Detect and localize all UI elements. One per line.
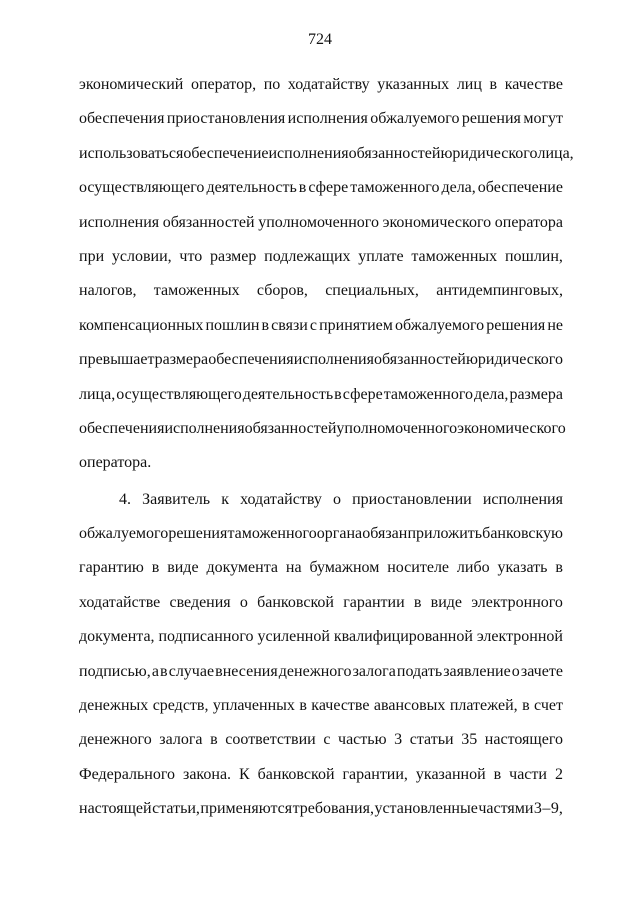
paragraph [79, 68, 574, 481]
word: исполнения [482, 490, 563, 508]
word: пошлин [205, 316, 260, 334]
word: использоваться [79, 144, 184, 162]
word: денежного [278, 662, 352, 680]
text-line [79, 412, 566, 446]
word: либо [456, 559, 490, 577]
word: в [522, 697, 530, 715]
word: применяются [200, 800, 293, 818]
word: в [261, 316, 270, 334]
word: на [285, 559, 302, 577]
word: обязанностей [244, 419, 337, 437]
word: превышает [79, 351, 155, 369]
word: квалифицированной [333, 628, 473, 646]
word: с [309, 316, 318, 334]
word: электронной [476, 628, 563, 646]
word: о [332, 490, 341, 508]
word: подать [396, 662, 443, 680]
word: закона. [183, 765, 232, 783]
text-line [79, 620, 563, 654]
word: банковской [257, 593, 334, 611]
word: виде [430, 593, 462, 611]
word: банковской [257, 765, 335, 783]
text-line [79, 102, 563, 136]
word: приостановления [166, 110, 286, 128]
word: – [542, 800, 551, 818]
word: части [509, 765, 547, 783]
word: решения [486, 316, 546, 334]
word: по [263, 76, 281, 93]
word: носителе [387, 559, 450, 577]
word: К [239, 765, 250, 783]
text-line [79, 689, 563, 723]
word: настоящей [79, 800, 152, 818]
word: ходатайству [287, 76, 370, 93]
text-line [79, 137, 574, 171]
word: электронного [471, 593, 563, 611]
word: 9, [550, 800, 563, 818]
word: указать [497, 559, 548, 577]
word: приложить [407, 525, 483, 543]
word: обжалуемого [394, 316, 485, 334]
word: 35 [461, 731, 478, 749]
word: уплаченных [212, 697, 295, 715]
word: гарантии [343, 593, 405, 611]
word: зачете [520, 662, 563, 680]
word: могут [523, 110, 563, 128]
word: 4. [119, 490, 131, 508]
word: обязанностей [374, 351, 466, 369]
text-line [79, 483, 563, 517]
word: обеспечения [79, 110, 165, 128]
word: таможенного [350, 179, 440, 197]
word: счет [534, 697, 563, 715]
word: в [334, 385, 342, 403]
word: документа [206, 559, 278, 577]
word: уполномоченного [258, 213, 379, 231]
word: таможенного [227, 525, 317, 543]
word: денежного [79, 731, 152, 749]
word: усиленной [257, 628, 330, 646]
word: статьи, [152, 800, 200, 818]
word: в [555, 559, 563, 577]
word: внесения [215, 662, 278, 680]
word: таможенных [153, 282, 240, 300]
text-line [79, 655, 563, 689]
word: обеспечения [208, 351, 294, 369]
word: осуществляющего [116, 385, 242, 403]
word: средств, [152, 697, 209, 715]
word: решения [461, 110, 521, 128]
word: частями [478, 800, 534, 818]
word: указанных [377, 76, 450, 93]
word: гарантии, [342, 765, 408, 783]
word: приостановлении [352, 490, 472, 508]
text-line [79, 171, 563, 205]
word: частью [338, 731, 387, 749]
word: платежей, [449, 697, 518, 715]
word: в [493, 765, 502, 783]
word: подписанного [158, 628, 254, 646]
word: антидемпинговых, [436, 282, 563, 300]
word: о [511, 662, 520, 680]
word: юридического [465, 351, 563, 369]
word: лица, [537, 144, 574, 162]
word: оператора. [79, 454, 152, 472]
text-line [79, 586, 563, 620]
word: в [413, 593, 422, 611]
word: а [151, 662, 159, 680]
word: залога [352, 662, 396, 680]
word: сфере [342, 385, 383, 403]
text-line [79, 517, 563, 551]
word: обязан [362, 525, 408, 543]
word: лиц [456, 76, 482, 93]
word: подписью, [79, 662, 151, 680]
word: сфере [308, 179, 349, 197]
word: авансовых [373, 697, 446, 715]
paragraph [79, 483, 563, 827]
text-line [79, 446, 563, 480]
text-line [79, 723, 563, 757]
word: в [160, 662, 168, 680]
word: в [299, 697, 307, 715]
word: оператор, [190, 76, 257, 93]
word: сборов, [256, 282, 308, 300]
word: Заявитель [142, 490, 211, 508]
text-line [79, 309, 563, 343]
word: с [323, 731, 331, 749]
word: виде [167, 559, 199, 577]
word: пошлин, [504, 247, 563, 265]
word: в [210, 731, 218, 749]
word: статьи [409, 731, 454, 749]
word: подлежащих [264, 247, 351, 265]
word: что [179, 247, 203, 265]
word: исполнения [79, 213, 160, 231]
word: органа [316, 525, 363, 543]
word: в [151, 559, 160, 577]
word: принятием [319, 316, 393, 334]
word: уполномоченного [336, 419, 458, 437]
word: обжалуемого [79, 525, 169, 543]
word: 3 [394, 731, 403, 749]
text-line [79, 206, 563, 240]
word: оператора [494, 213, 563, 231]
word: дела, [441, 179, 476, 197]
text-line [79, 551, 563, 585]
word: в [298, 179, 307, 197]
word: размера [509, 385, 563, 403]
word: 2 [554, 765, 563, 783]
text-line [79, 240, 563, 274]
text-line [79, 343, 563, 377]
word: сведения [169, 593, 231, 611]
word: обеспечения [79, 419, 165, 437]
word: исполнения [268, 144, 349, 162]
word: требования, [292, 800, 374, 818]
word: исполнения [293, 351, 374, 369]
word: условии, [111, 247, 172, 265]
word: не [547, 316, 563, 334]
word: связи [271, 316, 308, 334]
word: залога [159, 731, 203, 749]
word: денежных [79, 697, 149, 715]
word: экономического [382, 213, 492, 231]
word: документа, [79, 628, 155, 646]
word: исполнения [164, 419, 245, 437]
word: при [79, 247, 105, 265]
word: экономический [79, 76, 184, 93]
word: размер [209, 247, 257, 265]
word: соответствии [225, 731, 316, 749]
word: специальных, [325, 282, 419, 300]
word: размера [154, 351, 209, 369]
text-line [79, 758, 563, 792]
word: о [239, 593, 248, 611]
word: случае [168, 662, 215, 680]
word: обязанностей [162, 213, 255, 231]
page-number: 724 [308, 31, 332, 48]
word: гарантию [79, 559, 144, 577]
word: ходатайстве [79, 593, 161, 611]
word: обязанностей [348, 144, 441, 162]
word: обеспечение [183, 144, 269, 162]
word: налогов, [79, 282, 137, 300]
word: компенсационных [79, 316, 204, 334]
word: к [221, 490, 229, 508]
word: в [489, 76, 498, 93]
text-line [79, 274, 563, 308]
word: обеспечение [477, 179, 563, 197]
word: уплате [358, 247, 404, 265]
word: осуществляющего [79, 179, 205, 197]
word: деятельность [206, 179, 297, 197]
word: лица, [79, 385, 116, 403]
word: качестве [504, 76, 563, 93]
word: таможенных [411, 247, 498, 265]
word: исполнения [287, 110, 368, 128]
word: обжалуемого [370, 110, 460, 128]
word: банковскую [482, 525, 563, 543]
word: установленные [374, 800, 478, 818]
text-line [79, 68, 563, 102]
word: качестве [311, 697, 370, 715]
word: юридического [440, 144, 538, 162]
word: бумажном [309, 559, 380, 577]
word: Федерального [79, 765, 176, 783]
word: деятельность [242, 385, 334, 403]
word: заявление [443, 662, 511, 680]
word: ходатайству [240, 490, 322, 508]
document-body [79, 68, 574, 827]
word: экономического [457, 419, 566, 437]
word: 3 [533, 800, 542, 818]
word: дела, [474, 385, 509, 403]
word: настоящего [484, 731, 563, 749]
word: таможенного [383, 385, 473, 403]
word: указанной [415, 765, 486, 783]
word: решения [168, 525, 228, 543]
text-line [79, 378, 563, 412]
text-line [79, 792, 563, 826]
